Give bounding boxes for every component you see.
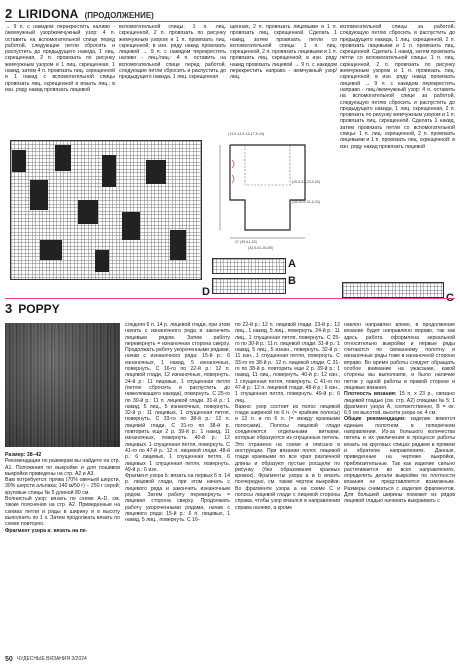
text-column-right <box>344 322 455 657</box>
section-title: POPPY <box>18 302 60 316</box>
page-footer <box>5 656 87 663</box>
diagram-label-side1: (20,5-22-23,5-25) <box>292 180 320 184</box>
density-title: Плотность вязания: <box>344 391 397 398</box>
general-text: изделие вяжется единым полотном в поперечном направлении. Из-за большого количества петель и их увеличения в процессе работы вязать на круговых спицах рядами в прямом и обратном направлениях. Данные, приведенные на чертеже выкройки, приблизительные. Так как изделие сильно растягивается во всех направлениях, определить детали выкройки по плотности вязания не представляется возможным. Размеры сниматься с изделия фрагментов. Для большей ширины поможет из рядов лицевой гладью начинать выкраивать с <box>344 416 455 505</box>
text-column-2 <box>119 24 226 136</box>
paragraph: по 22-й р.: 12 п. лицевой глади. 23-й р.: 12 лиц., 1 накид, 5 лиц., повернуть. 24-й р.: 11 лиц., 1 спущенная петля, повернуть. С 25-го по 30-й р.: 11 п. лицевой глади. 31-й р.: 1 накид, 5 лиц., 5 изнан., повернуть. 32-й р.: 11 изн., 1 спущенная петля, повернуть. С 33-го по 38-й р.: 12 п. лицевой глади. С 31-го по 38-й р. повторить еще 2 р. 39-й р.: 1 накид, 11 лиц., повернуть. 40-й р.: 12 изн., 1 спущенная петля, повернуть. С 41-го по 47-й р.: 12 п. лицевой глади. 48-й р.: 6 изн., 1 спущенная петля, повернуть. 49-й р.: 6 лиц. <box>235 322 340 404</box>
chart-block <box>122 212 140 240</box>
text-column-left <box>5 452 120 657</box>
chart-block <box>95 250 109 272</box>
chart-block <box>78 200 98 224</box>
chart-block <box>55 145 71 171</box>
photo-shading <box>5 323 120 447</box>
diagram-label-bottom2: (43,5-51-55-59) <box>248 246 273 250</box>
section-continuation: (ПРОДОЛЖЕНИЕ) <box>84 11 154 20</box>
chart-block <box>40 240 62 260</box>
paragraph: вспомогательной спицы за работой, следующую петлю сбросить и распустить до предыдущего накида, 1 лиц. скрещенной, 2 п. провязать лицевыми и 1 п. провязать лиц. скрещенной. Сделать 1 накид, затем провязать петли со вспомогательной спицы: 1 п. лиц. скрещенной, 2 п. провязать по рисунку жемчужным узором и 1 п. провязать лиц. скрещенной; в изн. ряду накид провязать лицевой → 9 п. с накидом перекрестить направо - лиц./жемчужный узор: 4 п. оставить на вспомогательной спице за работой, следующую петлю сбросить и распустить до предыдущего накида, 1 лиц. скрещенная, 2 п. провязать по рисунку жемчужным узором и 1 п. провязать лиц. скрещенной. Сделать 1 накид, затем провязать петли со вспомогательной спицы: 1 п. лиц. скрещенной, 2 п. провязать лицевыми и 1 п. провязать лиц. скрещенной; в изн. ряду накид провязать лицевой <box>340 24 455 150</box>
general-title: Общие рекомендации: <box>344 416 406 423</box>
chart-label-d: D <box>202 286 210 298</box>
knitting-chart-b <box>212 278 286 294</box>
paragraph: Рекомендации по размерам вы найдете на стр. A1. Положения по выкройке и для пошивов выкройки приведены на стр. A2 и A3. <box>5 458 120 477</box>
text-column-1 <box>5 24 115 136</box>
paragraph: Фрагмент узора b: вязать на первых 6 п. 14 р. лицевой глади, при этом начать с лицевого ряда и закончить изнаночным рядом. Затем работу перевернуть = лицевая сторона сверху. Продолжать работу укороченными рядами, начав с лицевого ряда: 15-й р.: 6 п. лицевых, 1 накид, 5 лиц., повернуть. С 16- <box>125 473 230 524</box>
chart-block <box>102 155 116 187</box>
knitting-chart-c <box>342 282 444 298</box>
header-rule <box>5 21 455 22</box>
arrow-marks <box>232 160 234 183</box>
section-header <box>5 6 154 20</box>
section-title: LIRIDONA <box>18 7 79 21</box>
magazine-brand: ЧУДЕСНЫЕ ВЯЗАНИЯ 3/2024 <box>16 656 87 662</box>
text-column-mid-1 <box>125 322 230 657</box>
text-column-4 <box>340 24 455 279</box>
section-number: 2 <box>5 6 13 21</box>
section-rule <box>5 298 455 299</box>
text-column-mid-2 <box>235 322 340 657</box>
chart-block <box>170 230 186 260</box>
section-number: 3 <box>5 301 13 316</box>
diagram-label-top: (13,5-14,5-16-17,5-19) <box>228 132 265 136</box>
paragraph: Вам потребуется: пряжа (70% овечьей шерсти, 30% шерсти альпака; 140 м/50 г) – 250 г серой; круговые спицы № 5 длиной 80 см. <box>5 477 120 496</box>
chart-block <box>12 150 26 172</box>
paragraph: Волнистый узор: вязать по схеме A–D, см. также пояснения на стр. A2. Приведенные на схемах петли и ряды в ширину и в высоту выполнить по 1 х. Затем продолжать вязать по схеме повторно. <box>5 496 120 528</box>
garment-schematic <box>210 130 328 250</box>
paragraph: следняя 6 п. 14 р. лицевой глади, при этом начать с изнаночного ряда и закончить лицевым рядом. Затем работу перевернуть = изнаночная сторона сверху. Продолжать работу укороченными рядами, начав с изнаночного ряда: 15-й р.: 6 изнаночных, 1 накид, 5 изнаночных, повернуть. С 16-го по 22-й р.: 12 п. лицевой глади, 12 изнаночных, повернуть. 24-й р.: 11 лицевых, 1 спущенная петля (петлю сбросить и распустить до нижележащего накида), повернуть. С 25-го по 30-й р.: 11 п. лицевой глади. 31-й р.: 1 накид, 5 лиц., 5 изнаночных, повернуть. 32-й р.: 11 лицевых, 1 спущенная петля, повернуть. С 33-го по 38-й р.: 12 п. лицевой глади. С 31-го по 38-й р. повторить еще 2 р. 39-й р.: 1 накид, 11 изнаночных, повернуть. 40-й р.: 12 лицевых. 1 спущенная петля, повернуть. С 41-го по 47-й р.: 12 п. лицевой глади. 48-й р.: 6 лицевых, 1 спущенная петля, 6 лицевых 1 спущенная петля, повернуть. 49-й р.: 6 изн. <box>125 322 230 473</box>
text-column-3 <box>230 24 337 128</box>
paragraph: щенная, 2 п. провязать лицевыми и 1 п. провязать лиц. скрещенной. Сделать 1 накид, затем провязать петли со вспомогательной спицы: 1 п. лиц. скрещенной, 2 п. провязать лицевыми и 1 п. провязать лиц. скрещенной; в изн. ряду накид провязать лицевой → 9 п. с накидом перекрестить направо - жемчужный узор/лиц. <box>230 24 337 81</box>
schematic-outline <box>230 145 305 230</box>
diagram-label-bottom: 37 (39-41-33) <box>235 240 257 244</box>
chart-block <box>30 180 48 210</box>
sweater-photo <box>5 323 120 447</box>
section-header-3 <box>5 301 60 316</box>
diagram-label-side2: (28-29,5-31,5-33) <box>292 200 320 204</box>
paragraph: → 9 п. с накидом перекрестить наливо - (жемчужный узор/жемчужный узор: 4 п. оставить на вспомогательной спице перед работой, следующие петли сбросить и распустить до предыдущего накида, 1 лиц. скрещенная, 2 п. провязать по рисунку жемчужным узором и 1 лиц. скрещенная, 1 накид, затем 4 п. провязать лиц. скрещенной и 1 накид с вспомогательной спицы провязать лиц. скрещенной и вязать лиц.; в изн. ряду накид провязать лицевой <box>5 24 115 93</box>
chart-label-b: B <box>288 275 296 287</box>
paragraph: наклон направлен влево, в продолжение вязание будет направлено вправо, так как здесь работа оформлена зеркальной относительно выкройки и первые ряды считаются по связанному полотну и изнаночные ряды тоже в изнаночной стороне вправо. Во время работы следует обращать особое внимание на ужасание, какой стороны вы выполнили, и было наличие петли у одной работы в правой стороне и лицевые вязания. <box>344 322 455 391</box>
schematic-inner <box>245 145 290 185</box>
chart-block <box>146 160 166 184</box>
paragraph: вспомогательной спицы: 1 п. лиц. скрещенной, 2 п. провязать по рисунку жемчужным узором и 1 п. провязать лиц. скрещенной; в изн. ряду накид провязать лицевой → 9 п. с накидом перекрестить наливо - лиц./лиц.: 4 п. оставить на вспомогательной спице перед работой, следующие петли сбросить и распустить до предыдущего накида, 1 лиц. скрещенная <box>119 24 226 81</box>
page-number: 50 <box>5 656 13 663</box>
density-text: 15 п. х 23 р., связано лицевой гладью (см. стр. A2) спицами № 5; 1 фрагмент узора A, соответственно, В = ок. 6,5 см высотой, высота узора ок. 4 см. <box>344 391 455 417</box>
size-line: Размер: 38–42 <box>5 452 42 458</box>
chart-label-a: A <box>288 258 296 270</box>
paragraph: Важно: узор состоит из полос лицевой глади шириной по 6 п. (= крайние полосы) и 12 п. и по 6 п. (= между краевыми полосами). Полосы лицевой глади соединяются отдельными витками, которые образуются из спущенных петель. Это отражено на схеме и описано в инструкции. При вязании полос лицевой глади краевыми по все края различной длины и образуют пустые росщели по рисунку (без образования краевых кромок). Фрагменты узора a и b вязать поочередно, см. также чертеж выкройки. Во фрагменте узора a на схеме С и полосы лицевой глади с лицевой стороны справа, чтобы узор вязался в направлении справа налево, а кроме <box>235 403 340 511</box>
paragraph: Фрагмент узора a: вязать на пе- <box>5 527 88 534</box>
knitting-chart-a <box>212 258 286 274</box>
